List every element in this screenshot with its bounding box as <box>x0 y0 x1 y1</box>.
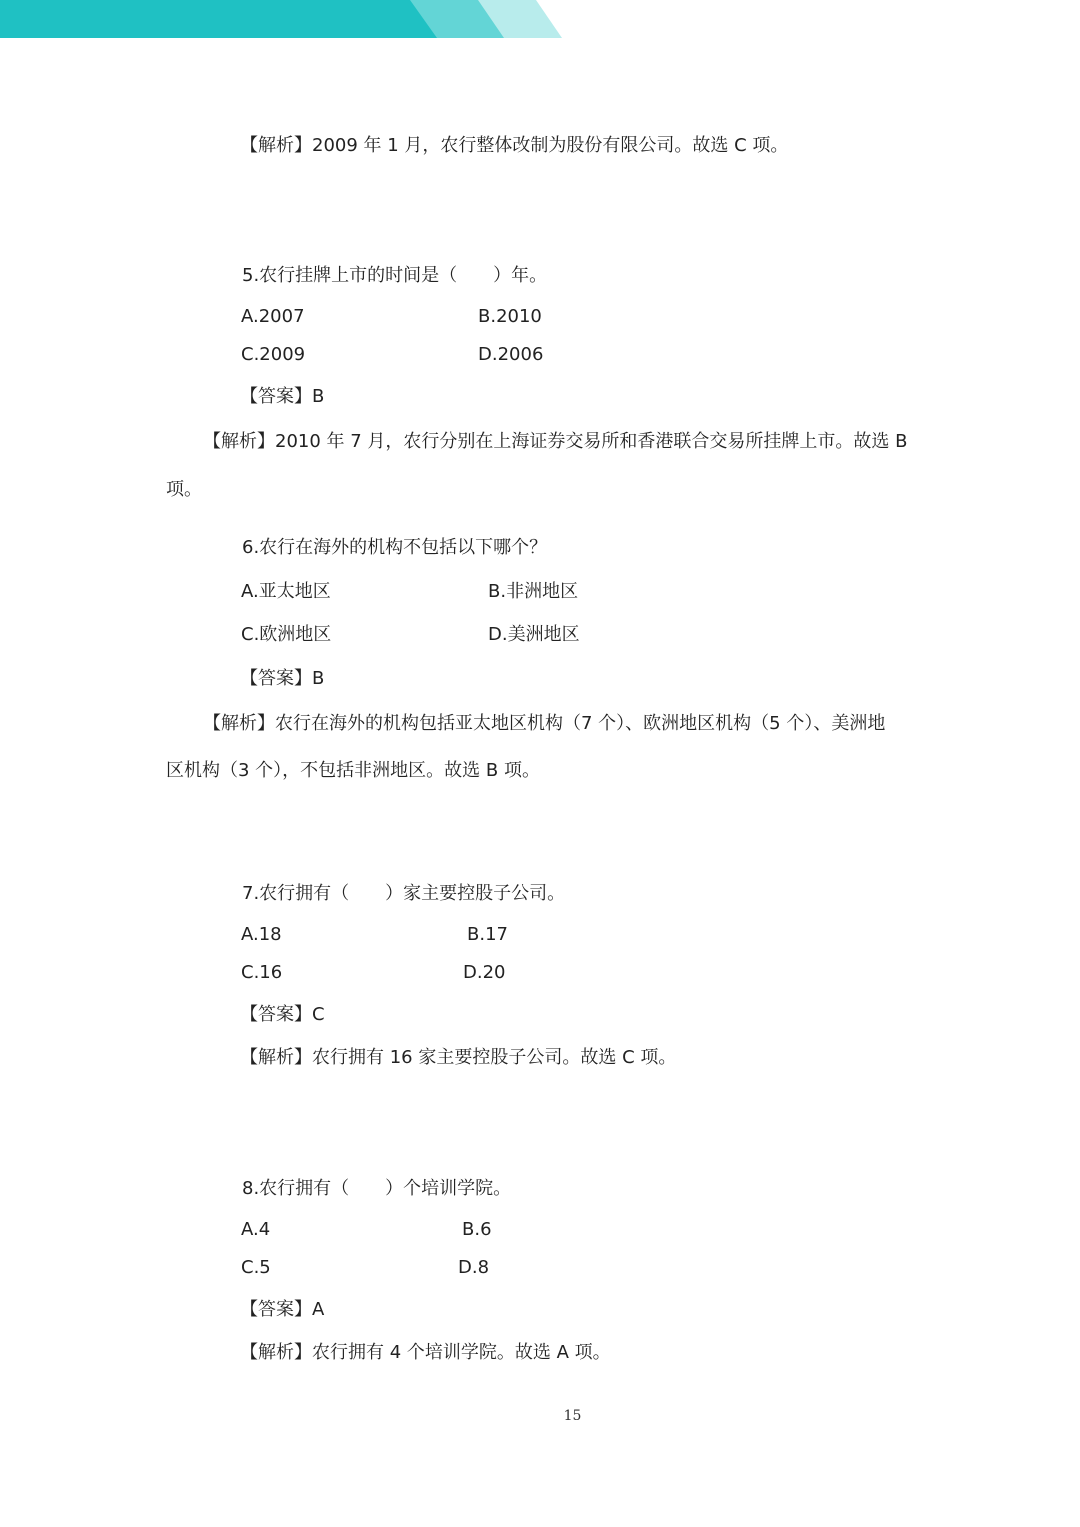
q5-option-a: A.2007 <box>241 306 305 327</box>
q8-option-d: D.8 <box>458 1257 490 1278</box>
q8-option-b: B.6 <box>462 1219 492 1240</box>
q7-option-d: D.20 <box>463 962 506 983</box>
q7-question: 7.农行拥有（ ）家主要控股子公司。 <box>242 883 566 904</box>
q8-analysis: 【解析】农行拥有 4 个培训学院。故选 A 项。 <box>240 1342 611 1363</box>
q7-option-a: A.18 <box>241 924 282 945</box>
q5-analysis-line2: 项。 <box>166 479 202 500</box>
q8-answer: 【答案】A <box>240 1299 325 1320</box>
page-number: 15 <box>563 1408 582 1424</box>
q7-analysis: 【解析】农行拥有 16 家主要控股子公司。故选 C 项。 <box>240 1047 677 1068</box>
q5-option-d: D.2006 <box>478 344 544 365</box>
q5-option-c: C.2009 <box>241 344 306 365</box>
q4-analysis: 【解析】2009 年 1 月，农行整体改制为股份有限公司。故选 C 项。 <box>240 135 789 156</box>
q6-answer: 【答案】B <box>240 668 325 689</box>
banner-stripe-dark <box>0 0 437 38</box>
q7-option-b: B.17 <box>467 924 508 945</box>
q6-question: 6.农行在海外的机构不包括以下哪个？ <box>242 537 548 558</box>
header-banner <box>0 0 580 38</box>
q5-answer: 【答案】B <box>240 386 325 407</box>
q5-question: 5.农行挂牌上市的时间是（ ）年。 <box>242 265 548 286</box>
q6-analysis-line1: 【解析】农行在海外的机构包括亚太地区机构（7 个）、欧洲地区机构（5 个）、美洲地 <box>203 713 886 734</box>
q5-option-b: B.2010 <box>478 306 542 327</box>
q7-option-c: C.16 <box>241 962 283 983</box>
q6-option-d: D.美洲地区 <box>488 624 580 645</box>
q8-option-a: A.4 <box>241 1219 271 1240</box>
q6-option-a: A.亚太地区 <box>241 581 331 602</box>
q8-question: 8.农行拥有（ ）个培训学院。 <box>242 1178 512 1199</box>
q6-option-c: C.欧洲地区 <box>241 624 332 645</box>
q7-answer: 【答案】C <box>240 1004 325 1025</box>
q8-option-c: C.5 <box>241 1257 271 1278</box>
q6-option-b: B.非洲地区 <box>488 581 579 602</box>
q5-analysis-line1: 【解析】2010 年 7 月，农行分别在上海证券交易所和香港联合交易所挂牌上市。故选 B <box>203 431 908 452</box>
q6-analysis-line2: 区机构（3 个），不包括非洲地区。故选 B 项。 <box>166 760 540 781</box>
